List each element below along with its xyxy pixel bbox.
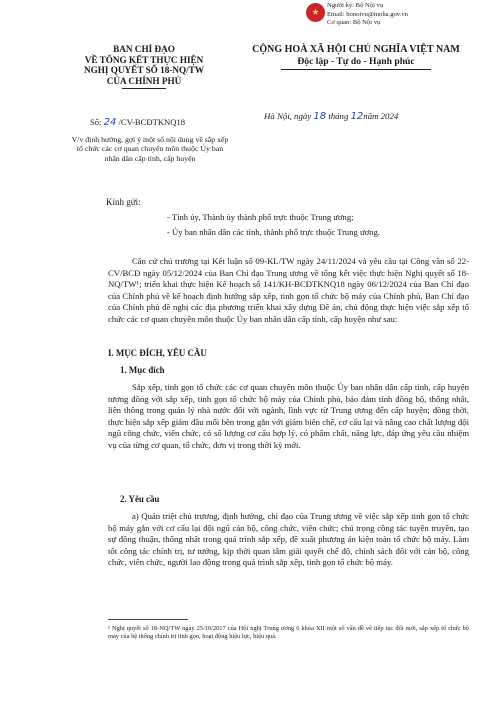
issuer-line-1: BAN CHỈ ĐẠO [113, 44, 175, 54]
national-header [238, 44, 474, 70]
section-heading-1: I. MỤC ĐÍCH, YÊU CẦU [108, 348, 207, 358]
issuer-line-4: CỦA CHÍNH PHỦ [106, 75, 182, 86]
doc-number-handwritten: 24 [103, 117, 117, 128]
date-month: 12 [350, 111, 364, 122]
date-place: Hà Nội, ngày [264, 111, 312, 121]
date-month-word: tháng [328, 111, 349, 121]
signature-signer: Người ký: Bộ Nội vụ [327, 2, 384, 9]
recipient-1: - Tỉnh ủy, Thành ủy thành phố trực thuộc Trung ương; [167, 212, 354, 222]
issuer-line-3: NGHỊ QUYẾT SỐ 18-NQ/TW [83, 65, 205, 76]
doc-number-suffix: /CV-BCĐTKNQ18 [118, 117, 186, 127]
national-motto: Độc lập - Tự do - Hạnh phúc [297, 56, 415, 67]
date-line [264, 111, 398, 122]
footnote-divider [108, 619, 188, 620]
document-subject: V/v định hướng, gợi ý một số nội dung về sắp xếp tổ chức các cơ quan chuyên môn thuộc Ủy ban nhân dân cấp tỉnh, cấp huyện [71, 135, 229, 163]
digital-signature-info [327, 2, 408, 28]
signature-agency: Cơ quan: Bộ Nội vụ [327, 19, 381, 27]
subsection-heading-purpose: 1. Mục đích [120, 365, 165, 375]
document-number [90, 117, 185, 128]
doc-number-prefix: Số: [90, 117, 102, 127]
footnote: ¹ Nghị quyết số 18-NQ/TW ngày 25/10/2017 của Hội nghị Trung ương 6 khóa XII một số vấn đề về tiếp tục đổi mới, sắp xếp tổ chức bộ máy của hệ thống chính trị tinh gọn, hoạt động hiệu lực, hiệu quả. [108, 625, 469, 640]
greeting: Kính gửi: [106, 197, 141, 207]
signature-email: Email: bonoivu@moha.gov.vn [327, 10, 408, 18]
intro-paragraph: Căn cứ chủ trương tại Kết luận số 09-KL/TW ngày 24/11/2024 và yêu cầu tại Công văn số 22-CV/BCĐ ngày 05/12/2024 của Ban Chỉ đạo Trung ương về tổng kết việc thực hiện Nghị quyết số 18-NQ/TW¹; triển khai thực hiện Kế hoạch số 141/KH-BCĐTKNQ18 ngày 06/12/2024 của Ban Chỉ đạo của Chính phủ về kế hoạch định hướng sắp xếp, tinh gọn tổ chức bộ máy của Chính phủ, Ban Chỉ đạo của Chính phủ đề nghị các địa phương triển khai xây dựng Đề án, chủ động thực hiện việc sắp xếp tổ chức các cơ quan chuyên môn thuộc Ủy ban nhân dân cấp tỉnh, cấp huyện như sau: [108, 256, 469, 324]
date-day: 18 [313, 111, 327, 122]
national-title: CỘNG HOÀ XÃ HỘI CHỦ NGHĨA VIỆT NAM [252, 44, 460, 55]
issuer-underline [122, 88, 166, 89]
issuer-line-2: VỀ TỔNG KẾT THỰC HIỆN [84, 54, 204, 65]
requirements-paragraph: a) Quán triệt chủ trương, định hướng, chỉ đạo của Trung ương về việc sắp xếp tinh gọn tổ chức bộ máy gắn với cơ cấu lại đội ngũ cán bộ, công chức, viên chức; chú trọng công tác tuyên truyền, tạo sự đồng thuận, thống nhất trong quá trình sắp xếp, đề xuất phương án kiện toàn tổ chức bộ máy. Làm tốt công tác chính trị, tư tưởng, kịp thời quan tâm giải quyết chế độ, chính sách đối với cán bộ, công chức, viên chức, người lao động trong quá trình sắp xếp, tinh gọn tổ chức bộ máy. [108, 511, 469, 568]
subsection-heading-requirements: 2. Yêu cầu [120, 494, 160, 504]
recipient-2: - Ủy ban nhân dân các tỉnh, thành phố trực thuộc Trung ương. [167, 227, 380, 237]
signature-seal-icon: ★ [306, 3, 325, 22]
motto-underline [281, 69, 431, 70]
date-year: năm 2024 [363, 111, 399, 121]
issuing-body [72, 44, 216, 89]
purpose-paragraph: Sắp xếp, tinh gọn tổ chức các cơ quan chuyên môn thuộc Ủy ban nhân dân cấp tỉnh, cấp huyện tương đồng với sắp xếp, tinh gọn tổ chức bộ máy của Chính phủ, bảo đảm tính đồng bộ, thống nhất, liên thông trong quản lý nhà nước đối với ngành, lĩnh vực từ Trung ương đến cấp huyện; đồng thời, thực hiện sắp xếp giảm đầu mối bên trong gắn với giảm biên chế, cơ cấu lại và nâng cao chất lượng đội ngũ công chức, viên chức, có số lượng cơ cấu hợp lý, có phẩm chất, năng lực, đáp ứng yêu cầu nhiệm vụ của từng cơ quan, tổ chức, đơn vị trong thời kỳ mới. [108, 382, 469, 450]
